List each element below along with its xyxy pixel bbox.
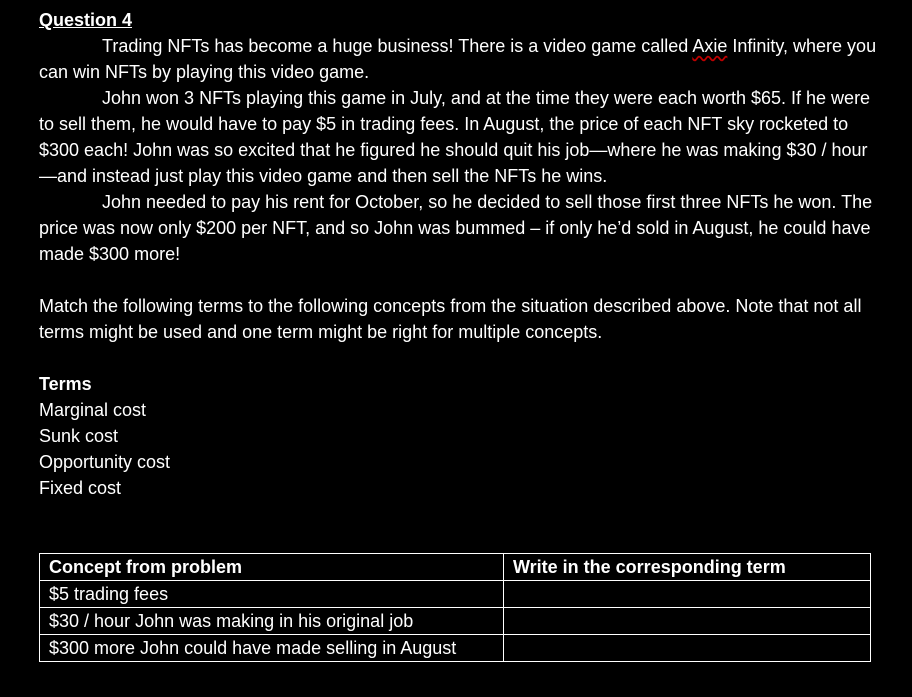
- concept-cell: $300 more John could have made selling in August: [40, 635, 504, 662]
- document-page: [39, 7, 879, 501]
- term-item: Sunk cost: [39, 426, 119, 446]
- spellcheck-word[interactable]: Axie: [692, 36, 728, 56]
- table-header-row: [40, 554, 871, 581]
- term-item: Fixed cost: [39, 478, 122, 498]
- table-row: [40, 635, 871, 662]
- answer-cell[interactable]: [504, 635, 871, 662]
- question-title: Question 4: [39, 10, 133, 30]
- paragraph-intro: [39, 33, 879, 85]
- concept-cell: $5 trading fees: [40, 581, 504, 608]
- table-row: [40, 608, 871, 635]
- header-concept: Concept from problem: [40, 554, 504, 581]
- table-row: [40, 581, 871, 608]
- concept-cell: $30 / hour John was making in his original job: [40, 608, 504, 635]
- matching-table: [39, 553, 871, 662]
- term-item: Marginal cost: [39, 400, 147, 420]
- intro-text-start: Trading NFTs has become a huge business! There is a video game called: [102, 36, 693, 56]
- terms-heading: Terms: [39, 374, 92, 394]
- instructions: Match the following terms to the following concepts from the situation described above. Note that not all terms might be used and one term might be right for multiple concepts.: [39, 296, 862, 342]
- answer-cell[interactable]: [504, 581, 871, 608]
- term-item: Opportunity cost: [39, 452, 171, 472]
- header-term: Write in the corresponding term: [504, 554, 871, 581]
- intro-text-end: Infinity, where you can win NFTs by playing this video game.: [39, 36, 877, 82]
- blank-line: [39, 267, 879, 293]
- blank-line: [39, 345, 879, 371]
- paragraph-rent: John needed to pay his rent for October, so he decided to sell those first three NFTs he won. The price was now only $200 per NFT, and so John was bummed – if only he’d sold in August, he could have made $300 more!: [39, 192, 873, 264]
- answer-cell[interactable]: [504, 608, 871, 635]
- paragraph-story: John won 3 NFTs playing this game in July, and at the time they were each worth $65. If he were to sell them, he would have to pay $5 in trading fees. In August, the price of each NFT sky rocketed to $300 each! John was so excited that he figured he should quit his job—where he was making $30 / hour—and instead just play this video game and then sell the NFTs he wins.: [39, 88, 871, 186]
